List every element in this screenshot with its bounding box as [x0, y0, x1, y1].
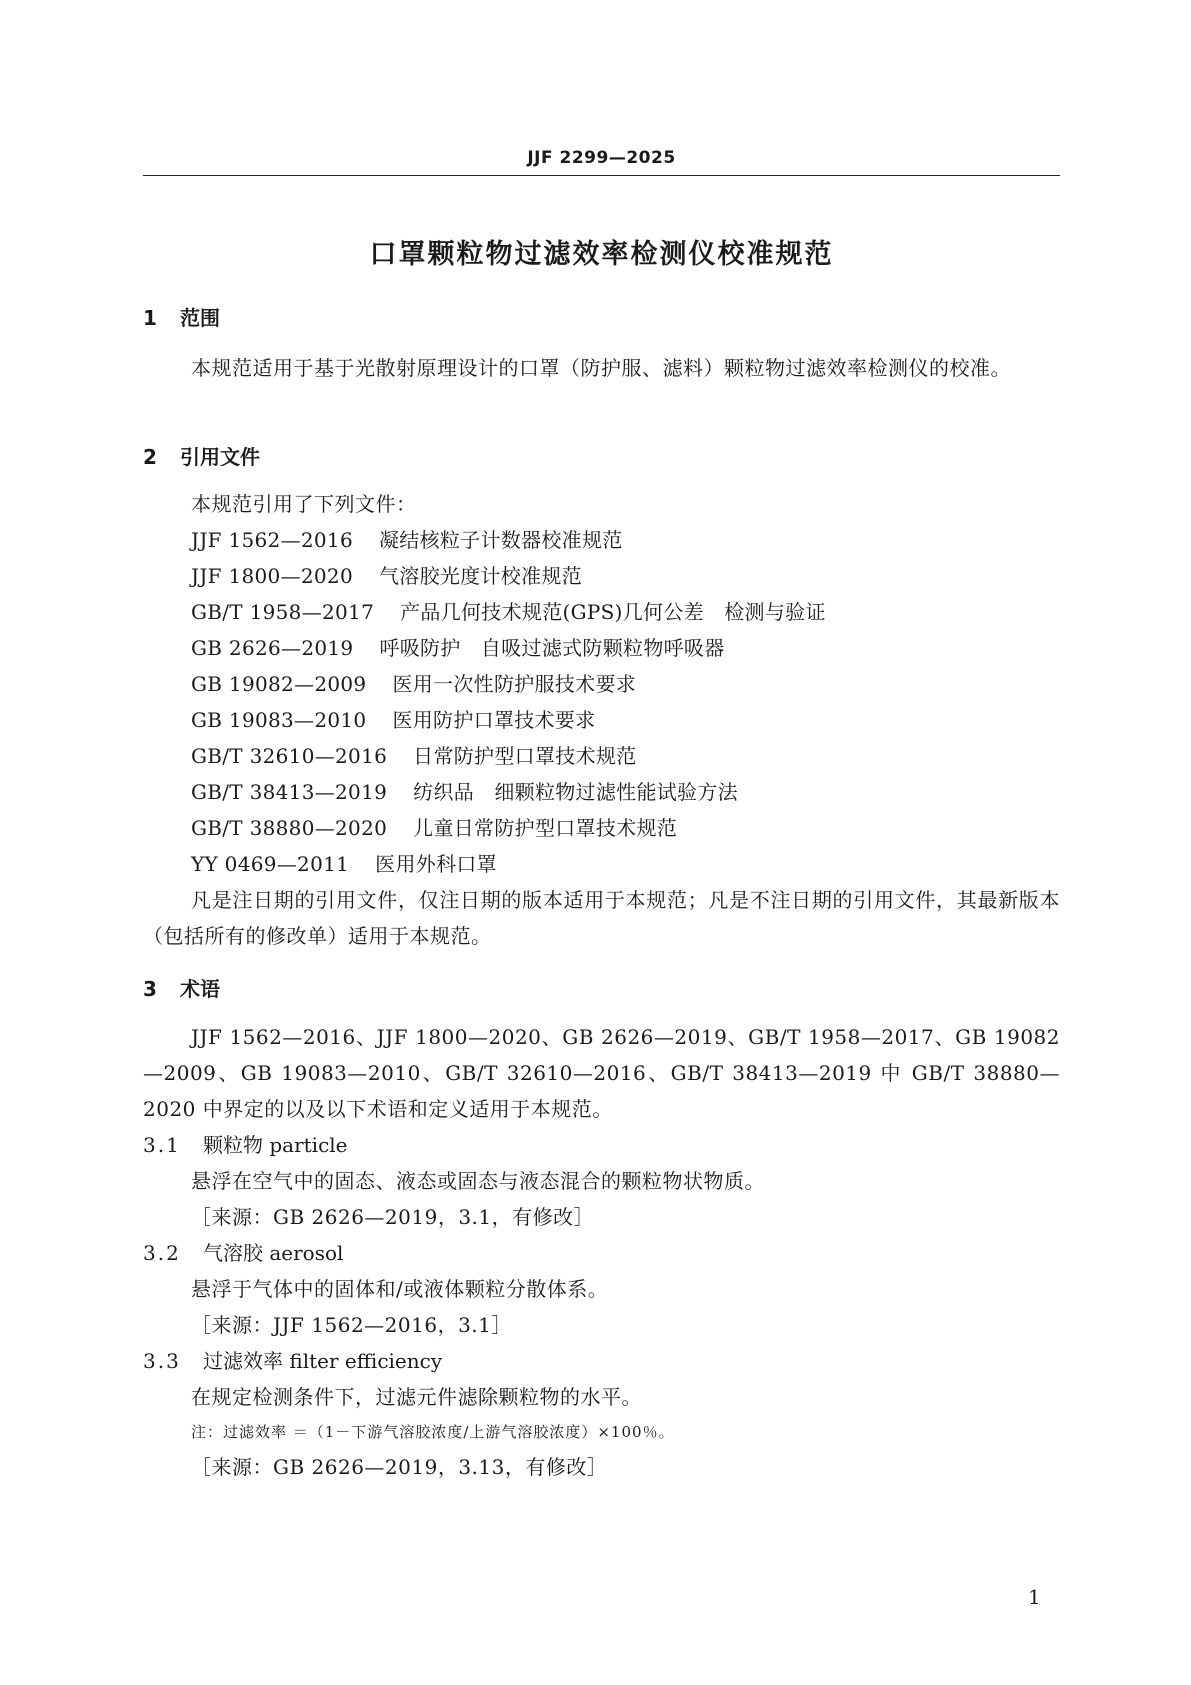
header-code: JJF 2299—2025	[527, 148, 676, 168]
section-title: 范围	[180, 306, 220, 330]
reference-item	[191, 522, 623, 558]
reference-title: 纺织品 细颗粒物过滤性能试验方法	[413, 780, 738, 804]
reference-title: 产品几何技术规范(GPS)几何公差 检测与验证	[400, 600, 826, 624]
term-name: 颗粒物 particle	[203, 1133, 348, 1157]
term-definition: 悬浮于气体中的固体和/或液体颗粒分散体系。	[191, 1277, 609, 1301]
header-rule	[143, 175, 1060, 176]
term-name: 过滤效率 filter efficiency	[203, 1349, 443, 1373]
term-source: ［来源：JJF 1562—2016，3.1］	[191, 1313, 512, 1337]
reference-title: 医用防护口罩技术要求	[392, 708, 596, 732]
term-name: 气溶胶 aerosol	[203, 1241, 344, 1265]
term-note: 注：过滤效率 ＝（1－下游气溶胶浓度/上游气溶胶浓度）×100％。	[191, 1423, 675, 1441]
reference-item	[191, 810, 677, 846]
reference-code: GB/T 32610—2016	[191, 744, 388, 768]
document-title: 口罩颗粒物过滤效率检测仪校准规范	[369, 239, 834, 270]
section-3-heading	[143, 973, 220, 1002]
section-number: 3	[143, 977, 157, 1001]
reference-item	[191, 846, 497, 882]
reference-code: GB/T 38413—2019	[191, 780, 388, 804]
section-title: 术语	[180, 977, 220, 1001]
reference-code: GB 19082—2009	[191, 672, 367, 696]
scope-paragraph: 本规范适用于基于光散射原理设计的口罩（防护服、滤料）颗粒物过滤效率检测仪的校准。	[191, 356, 1011, 380]
reference-code: JJF 1800—2020	[191, 564, 353, 588]
term-definition: 悬浮在空气中的固态、液态或固态与液态混合的颗粒物状物质。	[191, 1169, 765, 1193]
term-heading	[143, 1127, 348, 1163]
reference-item	[191, 774, 738, 810]
reference-item	[191, 558, 582, 594]
section-number: 2	[143, 445, 157, 469]
reference-item	[191, 666, 636, 702]
section-2-heading	[143, 441, 260, 470]
term-heading	[143, 1343, 442, 1379]
reference-title: 医用一次性防护服技术要求	[392, 672, 637, 696]
reference-code: GB/T 38880—2020	[191, 816, 388, 840]
term-heading	[143, 1235, 343, 1271]
refs-intro: 本规范引用了下列文件：	[191, 492, 417, 516]
reference-item	[191, 594, 826, 630]
reference-code: JJF 1562—2016	[191, 528, 353, 552]
term-definition: 在规定检测条件下，过滤元件滤除颗粒物的水平。	[191, 1385, 642, 1409]
reference-code: GB 2626—2019	[191, 636, 354, 660]
reference-code: YY 0469—2011	[191, 852, 350, 876]
term-source: ［来源：GB 2626—2019，3.13，有修改］	[191, 1455, 608, 1479]
terms-intro-paragraph: JJF 1562—2016、JJF 1800—2020、GB 2626—2019、GB/T 1958—2017、GB 19082—2009、GB 19083—2010、GB/T 32610—2016、GB/T 38413—2019 中 GB/T 38880—2020 中界定的以及以下术语和定义适用于本规范。	[143, 1025, 1060, 1121]
refs-outro-paragraph: 凡是注日期的引用文件，仅注日期的版本适用于本规范；凡是不注日期的引用文件，其最新版本（包括所有的修改单）适用于本规范。	[143, 888, 1060, 948]
reference-item	[191, 630, 725, 666]
section-title: 引用文件	[180, 445, 260, 469]
page-number: 1	[1028, 1585, 1041, 1609]
reference-title: 日常防护型口罩技术规范	[413, 744, 637, 768]
section-number: 1	[143, 306, 157, 330]
reference-title: 呼吸防护 自吸过滤式防颗粒物呼吸器	[379, 636, 725, 660]
reference-title: 儿童日常防护型口罩技术规范	[413, 816, 678, 840]
reference-title: 气溶胶光度计校准规范	[378, 564, 582, 588]
reference-title: 医用外科口罩	[375, 852, 497, 876]
reference-code: GB 19083—2010	[191, 708, 367, 732]
reference-item	[191, 738, 636, 774]
term-source: ［来源：GB 2626—2019，3.1，有修改］	[191, 1205, 595, 1229]
reference-code: GB/T 1958—2017	[191, 600, 375, 624]
term-number: 3.1	[143, 1133, 181, 1157]
term-number: 3.2	[143, 1241, 181, 1265]
term-number: 3.3	[143, 1349, 181, 1373]
reference-item	[191, 702, 595, 738]
reference-title: 凝结核粒子计数器校准规范	[378, 528, 623, 552]
section-1-heading	[143, 302, 220, 331]
